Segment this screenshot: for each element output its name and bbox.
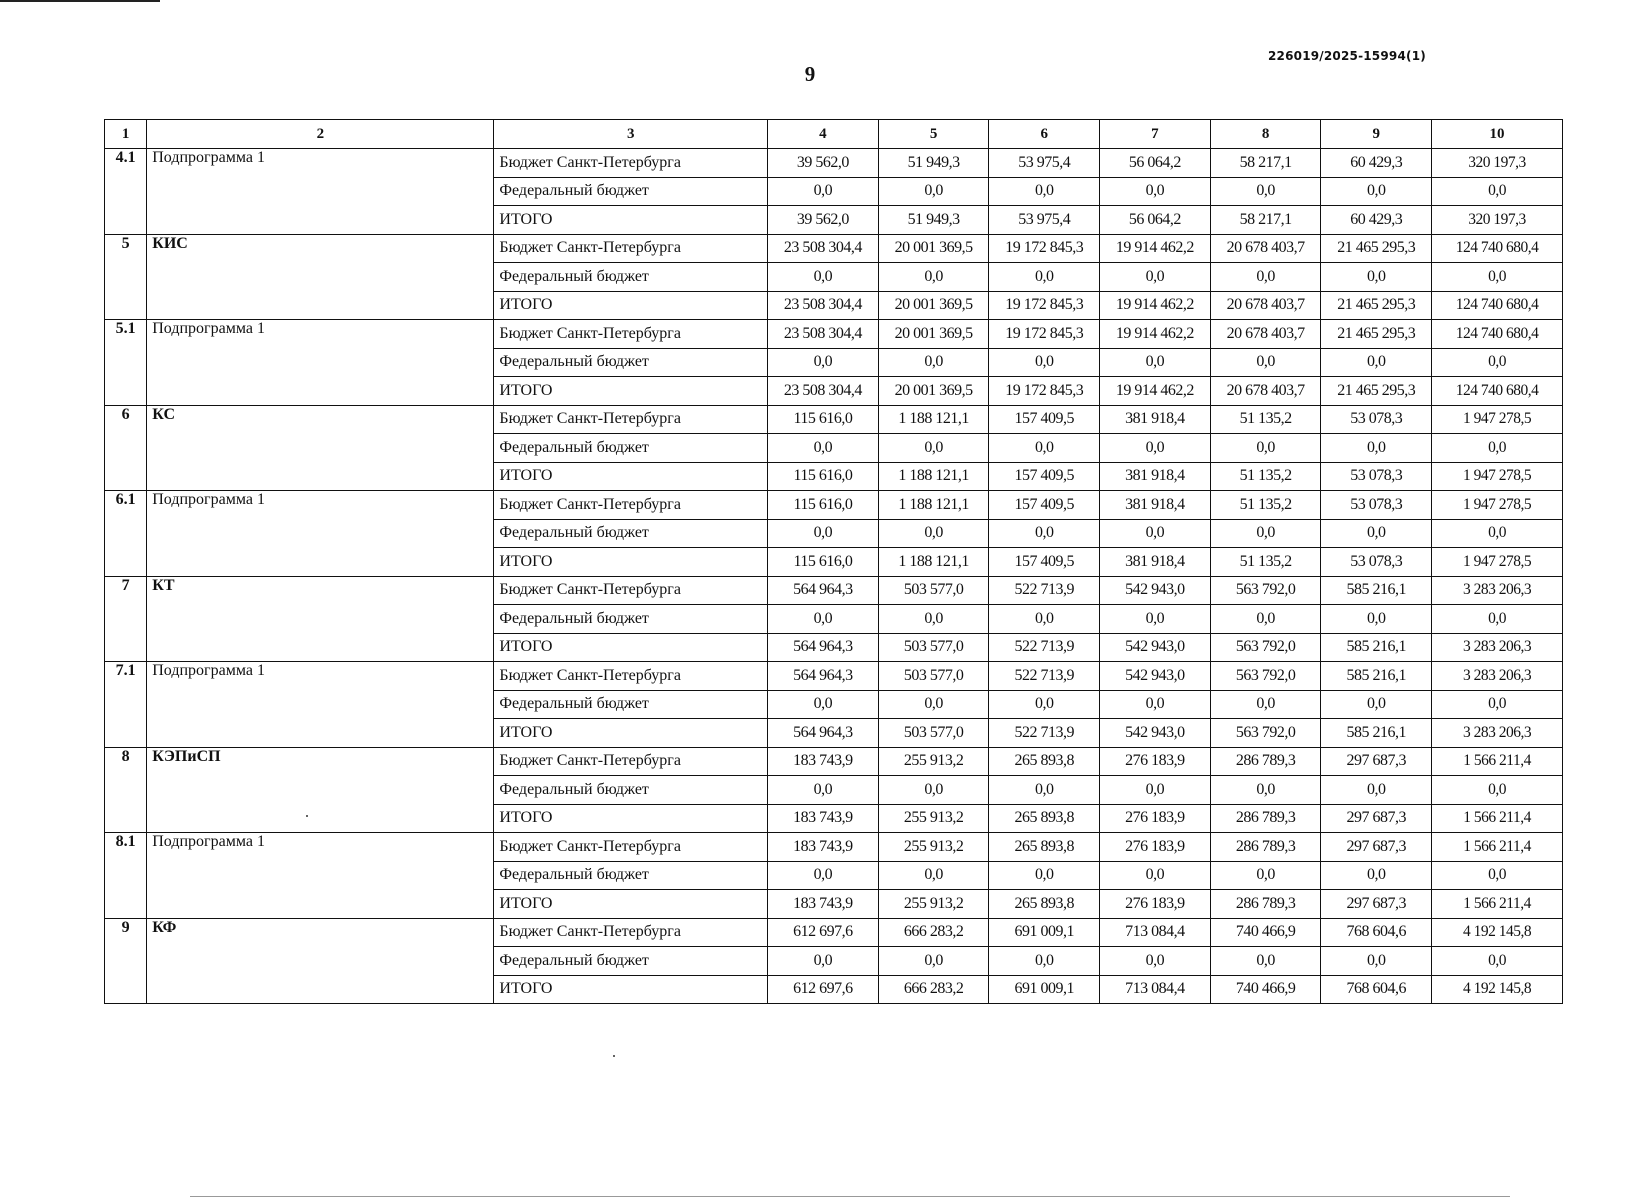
year-value-cell: 157 409,5: [989, 405, 1100, 434]
year-value-cell: 0,0: [878, 947, 989, 976]
year-value-cell: 0,0: [1210, 348, 1321, 377]
program-name: Подпрограмма 1: [147, 491, 494, 577]
funding-source: ИТОГО: [494, 291, 768, 320]
row-number: 7.1: [105, 662, 147, 748]
program-name: Подпрограмма 1: [147, 662, 494, 748]
year-value-cell: 20 678 403,7: [1210, 234, 1321, 263]
year-value-cell: 265 893,8: [989, 804, 1100, 833]
year-value-cell: 1 188 121,1: [878, 405, 989, 434]
total-value-cell: 0,0: [1432, 947, 1563, 976]
year-value-cell: 60 429,3: [1321, 206, 1432, 235]
year-value-cell: 265 893,8: [989, 890, 1100, 919]
total-value-cell: 0,0: [1432, 519, 1563, 548]
year-value-cell: 0,0: [1210, 263, 1321, 292]
year-value-cell: 20 001 369,5: [878, 291, 989, 320]
year-value-cell: 0,0: [989, 263, 1100, 292]
year-value-cell: 0,0: [878, 263, 989, 292]
program-name: КФ: [147, 918, 494, 1004]
program-name: КС: [147, 405, 494, 491]
year-value-cell: 0,0: [878, 434, 989, 463]
table-row: [105, 491, 1563, 520]
year-value-cell: 563 792,0: [1210, 719, 1321, 748]
total-value-cell: 0,0: [1432, 348, 1563, 377]
year-value-cell: 0,0: [768, 519, 879, 548]
year-value-cell: 522 713,9: [989, 633, 1100, 662]
year-value-cell: 0,0: [768, 861, 879, 890]
funding-source: Федеральный бюджет: [494, 690, 768, 719]
year-value-cell: 0,0: [1321, 348, 1432, 377]
total-value-cell: 1 566 211,4: [1432, 804, 1563, 833]
total-value-cell: 4 192 145,8: [1432, 918, 1563, 947]
document-number: 226019/2025-15994(1): [1268, 49, 1426, 63]
total-value-cell: 124 740 680,4: [1432, 291, 1563, 320]
year-value-cell: 0,0: [1100, 947, 1211, 976]
year-value-cell: 0,0: [878, 177, 989, 206]
year-value-cell: 183 743,9: [768, 833, 879, 862]
year-value-cell: 39 562,0: [768, 149, 879, 178]
funding-source: Федеральный бюджет: [494, 947, 768, 976]
year-value-cell: 19 172 845,3: [989, 291, 1100, 320]
year-value-cell: 286 789,3: [1210, 890, 1321, 919]
year-value-cell: 23 508 304,4: [768, 291, 879, 320]
row-number: 8: [105, 747, 147, 833]
year-value-cell: 115 616,0: [768, 405, 879, 434]
year-value-cell: 0,0: [1100, 348, 1211, 377]
program-name: КЭПиСП: [147, 747, 494, 833]
year-value-cell: 503 577,0: [878, 633, 989, 662]
total-value-cell: 0,0: [1432, 776, 1563, 805]
funding-source: Федеральный бюджет: [494, 605, 768, 634]
year-value-cell: 0,0: [1100, 434, 1211, 463]
year-value-cell: 0,0: [1210, 690, 1321, 719]
year-value-cell: 20 001 369,5: [878, 377, 989, 406]
total-value-cell: 3 283 206,3: [1432, 662, 1563, 691]
funding-source: ИТОГО: [494, 633, 768, 662]
year-value-cell: 0,0: [1100, 519, 1211, 548]
year-value-cell: 768 604,6: [1321, 975, 1432, 1004]
total-value-cell: 124 740 680,4: [1432, 234, 1563, 263]
year-value-cell: 23 508 304,4: [768, 377, 879, 406]
year-value-cell: 381 918,4: [1100, 405, 1211, 434]
year-value-cell: 276 183,9: [1100, 747, 1211, 776]
year-value-cell: 0,0: [1321, 776, 1432, 805]
year-value-cell: 21 465 295,3: [1321, 291, 1432, 320]
funding-source: ИТОГО: [494, 548, 768, 577]
row-number: 5.1: [105, 320, 147, 406]
program-name: Подпрограмма 1: [147, 149, 494, 235]
year-value-cell: 612 697,6: [768, 975, 879, 1004]
year-value-cell: 115 616,0: [768, 462, 879, 491]
funding-source: Федеральный бюджет: [494, 519, 768, 548]
year-value-cell: 60 429,3: [1321, 149, 1432, 178]
table-row: [105, 405, 1563, 434]
scan-edge-line: [190, 1196, 1510, 1197]
year-value-cell: 381 918,4: [1100, 548, 1211, 577]
year-value-cell: 51 135,2: [1210, 462, 1321, 491]
funding-source: ИТОГО: [494, 377, 768, 406]
year-value-cell: 19 172 845,3: [989, 320, 1100, 349]
year-value-cell: 713 084,4: [1100, 918, 1211, 947]
year-value-cell: 51 135,2: [1210, 548, 1321, 577]
row-number: 6.1: [105, 491, 147, 577]
row-number: 7: [105, 576, 147, 662]
year-value-cell: 0,0: [878, 690, 989, 719]
year-value-cell: 0,0: [989, 861, 1100, 890]
year-value-cell: 0,0: [1210, 434, 1321, 463]
year-value-cell: 0,0: [768, 348, 879, 377]
year-value-cell: 585 216,1: [1321, 633, 1432, 662]
year-value-cell: 53 078,3: [1321, 491, 1432, 520]
funding-source: ИТОГО: [494, 206, 768, 235]
funding-source: Федеральный бюджет: [494, 434, 768, 463]
total-value-cell: 1 947 278,5: [1432, 462, 1563, 491]
year-value-cell: 53 975,4: [989, 206, 1100, 235]
year-value-cell: 0,0: [1100, 776, 1211, 805]
year-value-cell: 0,0: [989, 177, 1100, 206]
row-number: 8.1: [105, 833, 147, 919]
funding-source: Бюджет Санкт-Петербурга: [494, 833, 768, 862]
year-value-cell: 20 678 403,7: [1210, 320, 1321, 349]
year-value-cell: 23 508 304,4: [768, 234, 879, 263]
total-value-cell: 1 947 278,5: [1432, 548, 1563, 577]
year-value-cell: 297 687,3: [1321, 747, 1432, 776]
year-value-cell: 19 172 845,3: [989, 234, 1100, 263]
year-value-cell: 612 697,6: [768, 918, 879, 947]
year-value-cell: 0,0: [1321, 690, 1432, 719]
year-value-cell: 157 409,5: [989, 491, 1100, 520]
table-header-row: [105, 120, 1563, 149]
year-value-cell: 0,0: [1100, 177, 1211, 206]
year-value-cell: 20 001 369,5: [878, 320, 989, 349]
year-value-cell: 297 687,3: [1321, 804, 1432, 833]
year-value-cell: 183 743,9: [768, 804, 879, 833]
total-value-cell: 124 740 680,4: [1432, 377, 1563, 406]
funding-source: Бюджет Санкт-Петербурга: [494, 320, 768, 349]
year-value-cell: 0,0: [878, 776, 989, 805]
year-value-cell: 0,0: [989, 947, 1100, 976]
year-value-cell: 21 465 295,3: [1321, 320, 1432, 349]
year-value-cell: 0,0: [1210, 861, 1321, 890]
year-value-cell: 564 964,3: [768, 633, 879, 662]
budget-table: [104, 119, 1563, 1004]
year-value-cell: 563 792,0: [1210, 576, 1321, 605]
year-value-cell: 53 078,3: [1321, 405, 1432, 434]
year-value-cell: 564 964,3: [768, 576, 879, 605]
year-value-cell: 0,0: [768, 263, 879, 292]
year-value-cell: 740 466,9: [1210, 918, 1321, 947]
year-value-cell: 0,0: [1321, 519, 1432, 548]
funding-source: Бюджет Санкт-Петербурга: [494, 491, 768, 520]
year-value-cell: 542 943,0: [1100, 719, 1211, 748]
total-value-cell: 1 566 211,4: [1432, 890, 1563, 919]
year-value-cell: 20 001 369,5: [878, 234, 989, 263]
funding-source: Бюджет Санкт-Петербурга: [494, 405, 768, 434]
year-value-cell: 0,0: [989, 776, 1100, 805]
funding-source: Федеральный бюджет: [494, 263, 768, 292]
total-value-cell: 0,0: [1432, 263, 1563, 292]
scan-speck: [613, 1055, 615, 1057]
year-value-cell: 0,0: [768, 690, 879, 719]
year-value-cell: 265 893,8: [989, 833, 1100, 862]
year-value-cell: 19 172 845,3: [989, 377, 1100, 406]
funding-source: Бюджет Санкт-Петербурга: [494, 747, 768, 776]
year-value-cell: 20 678 403,7: [1210, 377, 1321, 406]
year-value-cell: 585 216,1: [1321, 719, 1432, 748]
year-value-cell: 585 216,1: [1321, 576, 1432, 605]
year-value-cell: 666 283,2: [878, 918, 989, 947]
year-value-cell: 297 687,3: [1321, 890, 1432, 919]
year-value-cell: 255 913,2: [878, 890, 989, 919]
funding-source: Федеральный бюджет: [494, 177, 768, 206]
year-value-cell: 542 943,0: [1100, 662, 1211, 691]
year-value-cell: 276 183,9: [1100, 833, 1211, 862]
row-number: 6: [105, 405, 147, 491]
year-value-cell: 1 188 121,1: [878, 462, 989, 491]
year-value-cell: 286 789,3: [1210, 833, 1321, 862]
year-value-cell: 0,0: [1210, 947, 1321, 976]
year-value-cell: 51 949,3: [878, 149, 989, 178]
year-value-cell: 0,0: [1210, 605, 1321, 634]
table-row: [105, 320, 1563, 349]
year-value-cell: 0,0: [989, 519, 1100, 548]
year-value-cell: 19 914 462,2: [1100, 291, 1211, 320]
year-value-cell: 276 183,9: [1100, 804, 1211, 833]
year-value-cell: 115 616,0: [768, 491, 879, 520]
year-value-cell: 0,0: [1321, 263, 1432, 292]
funding-source: Федеральный бюджет: [494, 861, 768, 890]
funding-source: Федеральный бюджет: [494, 348, 768, 377]
program-name: Подпрограмма 1: [147, 320, 494, 406]
funding-source: Бюджет Санкт-Петербурга: [494, 918, 768, 947]
year-value-cell: 0,0: [768, 776, 879, 805]
year-value-cell: 276 183,9: [1100, 890, 1211, 919]
year-value-cell: 666 283,2: [878, 975, 989, 1004]
year-value-cell: 522 713,9: [989, 719, 1100, 748]
year-value-cell: 297 687,3: [1321, 833, 1432, 862]
year-value-cell: 381 918,4: [1100, 462, 1211, 491]
program-name: КТ: [147, 576, 494, 662]
year-value-cell: 19 914 462,2: [1100, 377, 1211, 406]
year-value-cell: 157 409,5: [989, 462, 1100, 491]
program-name: КИС: [147, 234, 494, 320]
year-value-cell: 0,0: [878, 861, 989, 890]
year-value-cell: 0,0: [989, 434, 1100, 463]
table-row: [105, 662, 1563, 691]
scan-speck: [306, 815, 308, 817]
year-value-cell: 0,0: [1321, 947, 1432, 976]
year-value-cell: 0,0: [1100, 263, 1211, 292]
year-value-cell: 1 188 121,1: [878, 491, 989, 520]
year-value-cell: 51 135,2: [1210, 491, 1321, 520]
row-number: 4.1: [105, 149, 147, 235]
year-value-cell: 183 743,9: [768, 747, 879, 776]
funding-source: ИТОГО: [494, 719, 768, 748]
total-value-cell: 1 947 278,5: [1432, 491, 1563, 520]
year-value-cell: 0,0: [1321, 861, 1432, 890]
year-value-cell: 691 009,1: [989, 918, 1100, 947]
year-value-cell: 0,0: [878, 348, 989, 377]
year-value-cell: 51 135,2: [1210, 405, 1321, 434]
total-value-cell: 4 192 145,8: [1432, 975, 1563, 1004]
year-value-cell: 53 078,3: [1321, 548, 1432, 577]
year-value-cell: 23 508 304,4: [768, 320, 879, 349]
page-number: 9: [804, 62, 816, 86]
funding-source: ИТОГО: [494, 975, 768, 1004]
year-value-cell: 39 562,0: [768, 206, 879, 235]
year-value-cell: 740 466,9: [1210, 975, 1321, 1004]
year-value-cell: 0,0: [1100, 861, 1211, 890]
total-value-cell: 3 283 206,3: [1432, 719, 1563, 748]
year-value-cell: 19 914 462,2: [1100, 320, 1211, 349]
year-value-cell: 0,0: [878, 605, 989, 634]
program-name: Подпрограмма 1: [147, 833, 494, 919]
total-value-cell: 1 566 211,4: [1432, 833, 1563, 862]
year-value-cell: 286 789,3: [1210, 747, 1321, 776]
column-header: 7: [1100, 120, 1211, 149]
column-header: 5: [878, 120, 989, 149]
year-value-cell: 56 064,2: [1100, 149, 1211, 178]
year-value-cell: 21 465 295,3: [1321, 377, 1432, 406]
year-value-cell: 0,0: [1321, 177, 1432, 206]
table-row: [105, 747, 1563, 776]
table-row: [105, 833, 1563, 862]
year-value-cell: 255 913,2: [878, 804, 989, 833]
year-value-cell: 0,0: [1321, 605, 1432, 634]
year-value-cell: 0,0: [989, 690, 1100, 719]
year-value-cell: 0,0: [768, 177, 879, 206]
year-value-cell: 255 913,2: [878, 833, 989, 862]
year-value-cell: 21 465 295,3: [1321, 234, 1432, 263]
year-value-cell: 0,0: [1321, 434, 1432, 463]
column-header: 8: [1210, 120, 1321, 149]
year-value-cell: 0,0: [768, 605, 879, 634]
year-value-cell: 503 577,0: [878, 662, 989, 691]
year-value-cell: 0,0: [1210, 177, 1321, 206]
year-value-cell: 115 616,0: [768, 548, 879, 577]
year-value-cell: 20 678 403,7: [1210, 291, 1321, 320]
year-value-cell: 265 893,8: [989, 747, 1100, 776]
total-value-cell: 1 947 278,5: [1432, 405, 1563, 434]
row-number: 5: [105, 234, 147, 320]
funding-source: ИТОГО: [494, 462, 768, 491]
year-value-cell: 542 943,0: [1100, 576, 1211, 605]
total-value-cell: 0,0: [1432, 434, 1563, 463]
total-value-cell: 0,0: [1432, 177, 1563, 206]
year-value-cell: 0,0: [1210, 776, 1321, 805]
year-value-cell: 713 084,4: [1100, 975, 1211, 1004]
total-value-cell: 124 740 680,4: [1432, 320, 1563, 349]
total-value-cell: 0,0: [1432, 861, 1563, 890]
column-header: 9: [1321, 120, 1432, 149]
funding-source: Бюджет Санкт-Петербурга: [494, 234, 768, 263]
year-value-cell: 542 943,0: [1100, 633, 1211, 662]
column-header: 3: [494, 120, 768, 149]
year-value-cell: 585 216,1: [1321, 662, 1432, 691]
year-value-cell: 0,0: [989, 348, 1100, 377]
table-row: [105, 234, 1563, 263]
funding-source: Федеральный бюджет: [494, 776, 768, 805]
year-value-cell: 56 064,2: [1100, 206, 1211, 235]
year-value-cell: 58 217,1: [1210, 149, 1321, 178]
row-number: 9: [105, 918, 147, 1004]
year-value-cell: 522 713,9: [989, 662, 1100, 691]
year-value-cell: 0,0: [768, 947, 879, 976]
table-row: [105, 149, 1563, 178]
funding-source: Бюджет Санкт-Петербурга: [494, 149, 768, 178]
table-row: [105, 576, 1563, 605]
total-value-cell: 320 197,3: [1432, 149, 1563, 178]
year-value-cell: 0,0: [878, 519, 989, 548]
column-header: 4: [768, 120, 879, 149]
funding-source: Бюджет Санкт-Петербурга: [494, 576, 768, 605]
year-value-cell: 503 577,0: [878, 719, 989, 748]
year-value-cell: 51 949,3: [878, 206, 989, 235]
year-value-cell: 53 078,3: [1321, 462, 1432, 491]
year-value-cell: 563 792,0: [1210, 662, 1321, 691]
column-header: 6: [989, 120, 1100, 149]
year-value-cell: 0,0: [989, 605, 1100, 634]
column-header: 10: [1432, 120, 1563, 149]
year-value-cell: 286 789,3: [1210, 804, 1321, 833]
year-value-cell: 0,0: [1100, 690, 1211, 719]
total-value-cell: 320 197,3: [1432, 206, 1563, 235]
year-value-cell: 503 577,0: [878, 576, 989, 605]
funding-source: ИТОГО: [494, 804, 768, 833]
column-header: 2: [147, 120, 494, 149]
total-value-cell: 0,0: [1432, 605, 1563, 634]
total-value-cell: 1 566 211,4: [1432, 747, 1563, 776]
year-value-cell: 0,0: [768, 434, 879, 463]
year-value-cell: 522 713,9: [989, 576, 1100, 605]
year-value-cell: 1 188 121,1: [878, 548, 989, 577]
year-value-cell: 691 009,1: [989, 975, 1100, 1004]
table-row: [105, 918, 1563, 947]
total-value-cell: 3 283 206,3: [1432, 576, 1563, 605]
year-value-cell: 19 914 462,2: [1100, 234, 1211, 263]
funding-source: Бюджет Санкт-Петербурга: [494, 662, 768, 691]
year-value-cell: 768 604,6: [1321, 918, 1432, 947]
year-value-cell: 183 743,9: [768, 890, 879, 919]
scan-edge-mark: [0, 0, 160, 2]
year-value-cell: 564 964,3: [768, 719, 879, 748]
year-value-cell: 53 975,4: [989, 149, 1100, 178]
year-value-cell: 0,0: [1100, 605, 1211, 634]
year-value-cell: 157 409,5: [989, 548, 1100, 577]
column-header: 1: [105, 120, 147, 149]
total-value-cell: 0,0: [1432, 690, 1563, 719]
total-value-cell: 3 283 206,3: [1432, 633, 1563, 662]
funding-source: ИТОГО: [494, 890, 768, 919]
table-body: [105, 149, 1563, 1004]
year-value-cell: 564 964,3: [768, 662, 879, 691]
year-value-cell: 255 913,2: [878, 747, 989, 776]
year-value-cell: 563 792,0: [1210, 633, 1321, 662]
year-value-cell: 381 918,4: [1100, 491, 1211, 520]
year-value-cell: 58 217,1: [1210, 206, 1321, 235]
year-value-cell: 0,0: [1210, 519, 1321, 548]
